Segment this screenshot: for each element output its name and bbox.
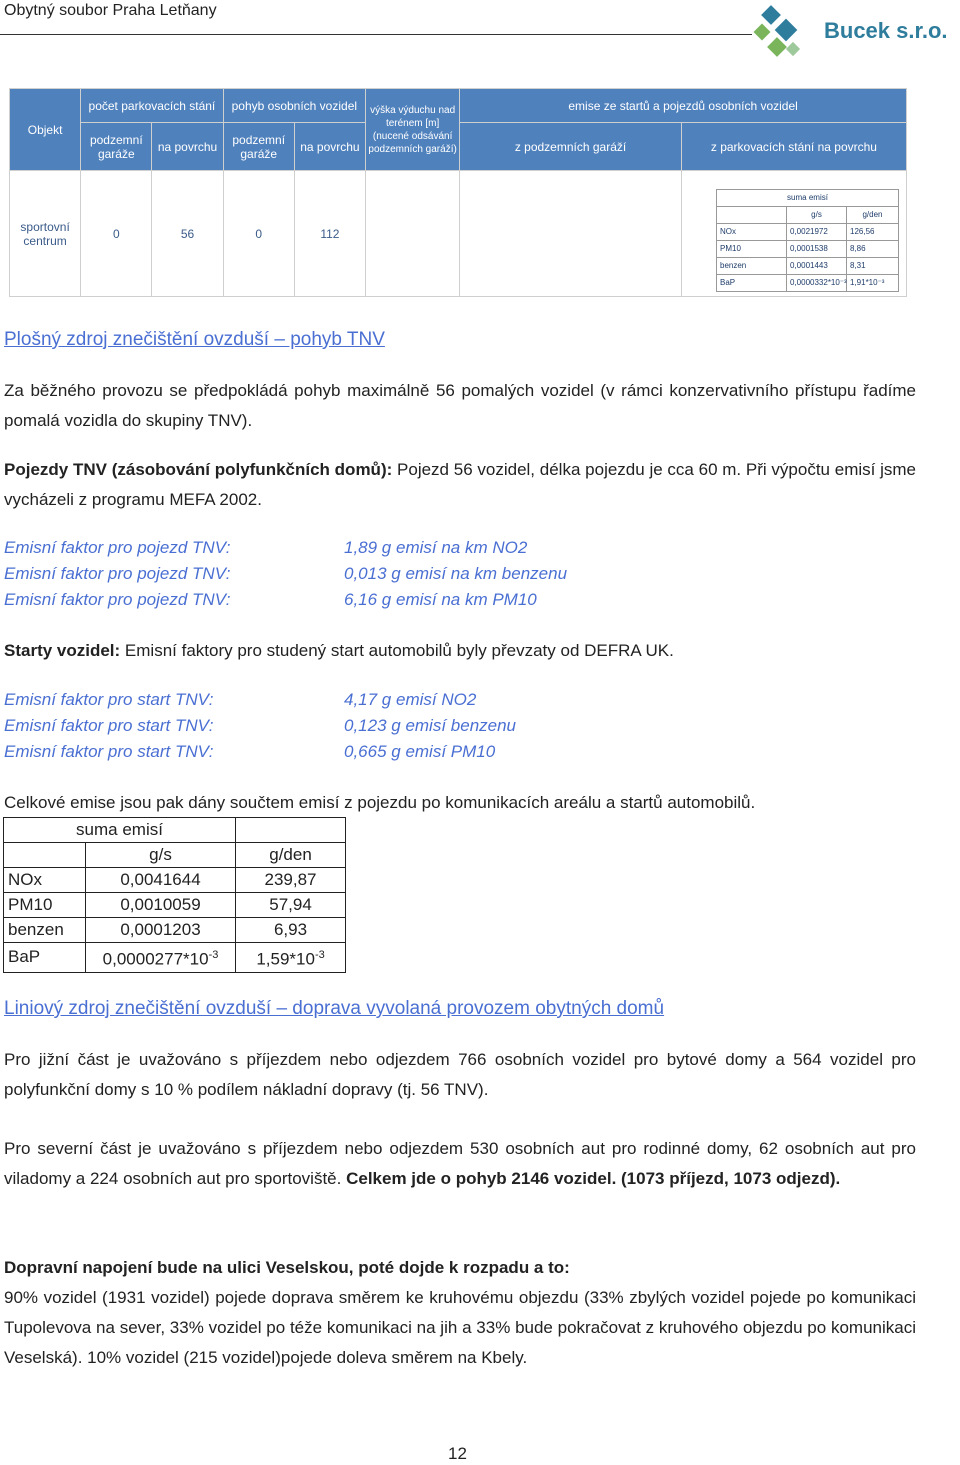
sum-row-gden-cell: [236, 943, 346, 973]
col-from-parking: z parkovacích stání na povrchu: [681, 123, 906, 171]
paragraph-text: Pojezd 56 vozidel, délka pojezdu je cca 60 m. Při výpočtu emisí jsme vycházeli z programu MEFA 2002.: [4, 460, 916, 509]
sum-row-name: BaP: [4, 943, 86, 973]
sum-row-gs-exponent: -3: [208, 949, 219, 961]
ef-value: 0,013 g emisí na km benzenu: [344, 564, 568, 583]
col-car-moves-header: pohyb osobních vozidel: [223, 89, 365, 123]
inner-row-name: NOx: [717, 224, 787, 241]
inner-row-name: BaP: [717, 275, 787, 292]
sum-emissions-table: [3, 817, 346, 973]
table-row: [4, 893, 346, 918]
row-value: 56: [152, 171, 223, 297]
inner-sum-table-box: [716, 189, 898, 287]
ef-value: 6,16 g emisí na km PM10: [344, 590, 537, 609]
ef-label: Emisní faktor pro start TNV:: [4, 742, 214, 761]
inner-blank: [717, 207, 787, 224]
emission-factor-values-start: [344, 687, 516, 765]
paragraph-vehicle-starts: [4, 636, 916, 666]
paragraph-north-part: [4, 1134, 916, 1194]
row-value: 112: [294, 171, 365, 297]
table-row: [4, 868, 346, 893]
inner-row-name: PM10: [717, 241, 787, 258]
sum-col-gden: g/den: [236, 843, 346, 868]
paragraph-text: Pro severní část je uvažováno s příjezdem nebo odjezdem 530 osobních aut pro rodinné domy, 62 osobních aut pro viladomy a 224 osobních aut pro sportoviště.: [4, 1139, 916, 1188]
paragraph-south-part: Pro jižní část je uvažováno s příjezdem nebo odjezdem 766 osobních vozidel pro bytové domy a 564 vozidel pro polyfunkční domy s 10 % podílem nákladní dopravy (tj. 56 TNV).: [4, 1050, 916, 1099]
paragraph-tnv-drives: [4, 455, 916, 515]
page-number: 12: [448, 1444, 467, 1463]
inner-caption: suma emisí: [717, 190, 899, 207]
inner-row-gden: 1,91*10⁻³: [847, 275, 899, 292]
sum-row-gs: 0,0000277*10: [102, 949, 209, 969]
sum-col-gs: g/s: [86, 843, 236, 868]
sum-row-name: NOx: [4, 868, 86, 893]
sum-row-name: benzen: [4, 918, 86, 943]
logo-text: Bucek s.r.o.: [824, 18, 948, 43]
ef-label: Emisní faktor pro pojezd TNV:: [4, 590, 231, 609]
inner-row-gs: 0,0021972: [787, 224, 847, 241]
ef-label: Emisní faktor pro pojezd TNV:: [4, 538, 231, 557]
ef-value: 4,17 g emisí NO2: [344, 690, 477, 709]
emission-factor-values-drive: [344, 535, 567, 613]
sum-row-gden: 1,59*10: [256, 949, 315, 969]
inner-col-gden: g/den: [847, 207, 899, 224]
col-underground-1: podzemní garáže: [81, 123, 152, 171]
section-heading-area-source[interactable]: Plošný zdroj znečištění ovzduší – pohyb TNV: [4, 329, 385, 350]
col-object-header: Objekt: [10, 89, 81, 171]
company-logo: [748, 2, 960, 66]
sum-row-gs: 0,0001203: [86, 918, 236, 943]
sum-row-gden-exponent: -3: [314, 949, 325, 961]
sum-row-gs: 0,0041644: [86, 868, 236, 893]
paragraph-traffic-split: 90% vozidel (1931 vozidel) pojede doprava směrem ke kruhovému objezdu (33% zbylých vozidel pojede po komunikaci Tupolevova na sever, 33% vozidel po téže komunikaci na jih a 33% bude pokračovat z kruhového objezdu po komunikaci Veselská). 10% vozidel (215 vozidel)pojede doleva směrem na Kbely.: [4, 1288, 916, 1367]
row-value: 0: [223, 171, 294, 297]
sum-row-gden: 6,93: [236, 918, 346, 943]
paragraph-traffic-connection-heading: [4, 1253, 916, 1283]
ef-label: Emisní faktor pro start TNV:: [4, 690, 214, 709]
sum-table-caption-blank: [236, 818, 346, 843]
paragraph-bold-lead: Dopravní napojení bude na ulici Veselskou, poté dojde k rozpadu a to:: [4, 1258, 570, 1277]
row-garages-cell: [460, 171, 682, 297]
inner-sum-table: [716, 189, 899, 292]
inner-row-gden: 8,31: [847, 258, 899, 275]
ef-value: 1,89 g emisí na km NO2: [344, 538, 528, 557]
row-value: 0: [81, 171, 152, 297]
paragraph-tnv-intro: Za běžného provozu se předpokládá pohyb maximálně 56 pomalých vozidel (v rámci konzervativního přístupu řadíme pomalá vozidla do skupiny TNV).: [4, 381, 916, 430]
inner-row-gden: 126,56: [847, 224, 899, 241]
table-row: [4, 943, 346, 973]
logo-diamonds-icon: [748, 2, 828, 66]
ef-label: Emisní faktor pro pojezd TNV:: [4, 564, 231, 583]
row-object-name: sportovní centrum: [10, 171, 81, 297]
emission-factor-labels-start: [4, 687, 213, 765]
col-parking-places-header: počet parkovacích stání: [81, 89, 223, 123]
emission-factor-labels-drive: [4, 535, 230, 613]
col-emissions-header: emise ze startů a pojezdů osobních vozidel: [460, 89, 907, 123]
sum-table-blank: [4, 843, 86, 868]
sum-row-gden: 239,87: [236, 868, 346, 893]
paragraph-text: Emisní faktory pro studený start automobilů byly převzaty od DEFRA UK.: [120, 641, 674, 660]
col-surface-2: na povrchu: [294, 123, 365, 171]
sum-row-name: PM10: [4, 893, 86, 918]
section-heading-line-source[interactable]: Liniový zdroj znečištění ovzduší – doprava vyvolaná provozem obytných domů: [4, 998, 665, 1019]
col-from-garages: z podzemních garáží: [460, 123, 682, 171]
sum-table-caption: suma emisí: [4, 818, 236, 843]
col-height-header: výška výduchu nad terénem [m] (nucené odsávání podzemních garáží): [366, 89, 460, 171]
sum-row-gden: 57,94: [236, 893, 346, 918]
header-divider: [0, 34, 752, 35]
inner-col-gs: g/s: [787, 207, 847, 224]
inner-row-gs: 0,0001538: [787, 241, 847, 258]
col-underground-2: podzemní garáže: [223, 123, 294, 171]
table-row: [4, 918, 346, 943]
sum-row-gs: 0,0010059: [86, 893, 236, 918]
ef-label: Emisní faktor pro start TNV:: [4, 716, 214, 735]
col-surface-1: na povrchu: [152, 123, 223, 171]
inner-row-gden: 8,86: [847, 241, 899, 258]
paragraph-bold-lead: Pojezdy TNV (zásobování polyfunkčních domů):: [4, 460, 393, 479]
inner-row-gs: 0,0001443: [787, 258, 847, 275]
inner-row-name: benzen: [717, 258, 787, 275]
inner-row-gs: 0,0000332*10⁻³: [787, 275, 847, 292]
ef-value: 0,123 g emisí benzenu: [344, 716, 517, 735]
paragraph-total-emissions: Celkové emise jsou pak dány součtem emisí z pojezdu po komunikacích areálu a startů automobilů.: [4, 793, 756, 812]
row-height-cell: [366, 171, 460, 297]
document-header-title: Obytný soubor Praha Letňany: [4, 2, 217, 19]
ef-value: 0,665 g emisí PM10: [344, 742, 496, 761]
paragraph-bold-lead: Starty vozidel:: [4, 641, 121, 660]
sum-row-gs-cell: [86, 943, 236, 973]
paragraph-bold-total: Celkem jde o pohyb 2146 vozidel. (1073 příjezd, 1073 odjezd).: [341, 1169, 841, 1188]
